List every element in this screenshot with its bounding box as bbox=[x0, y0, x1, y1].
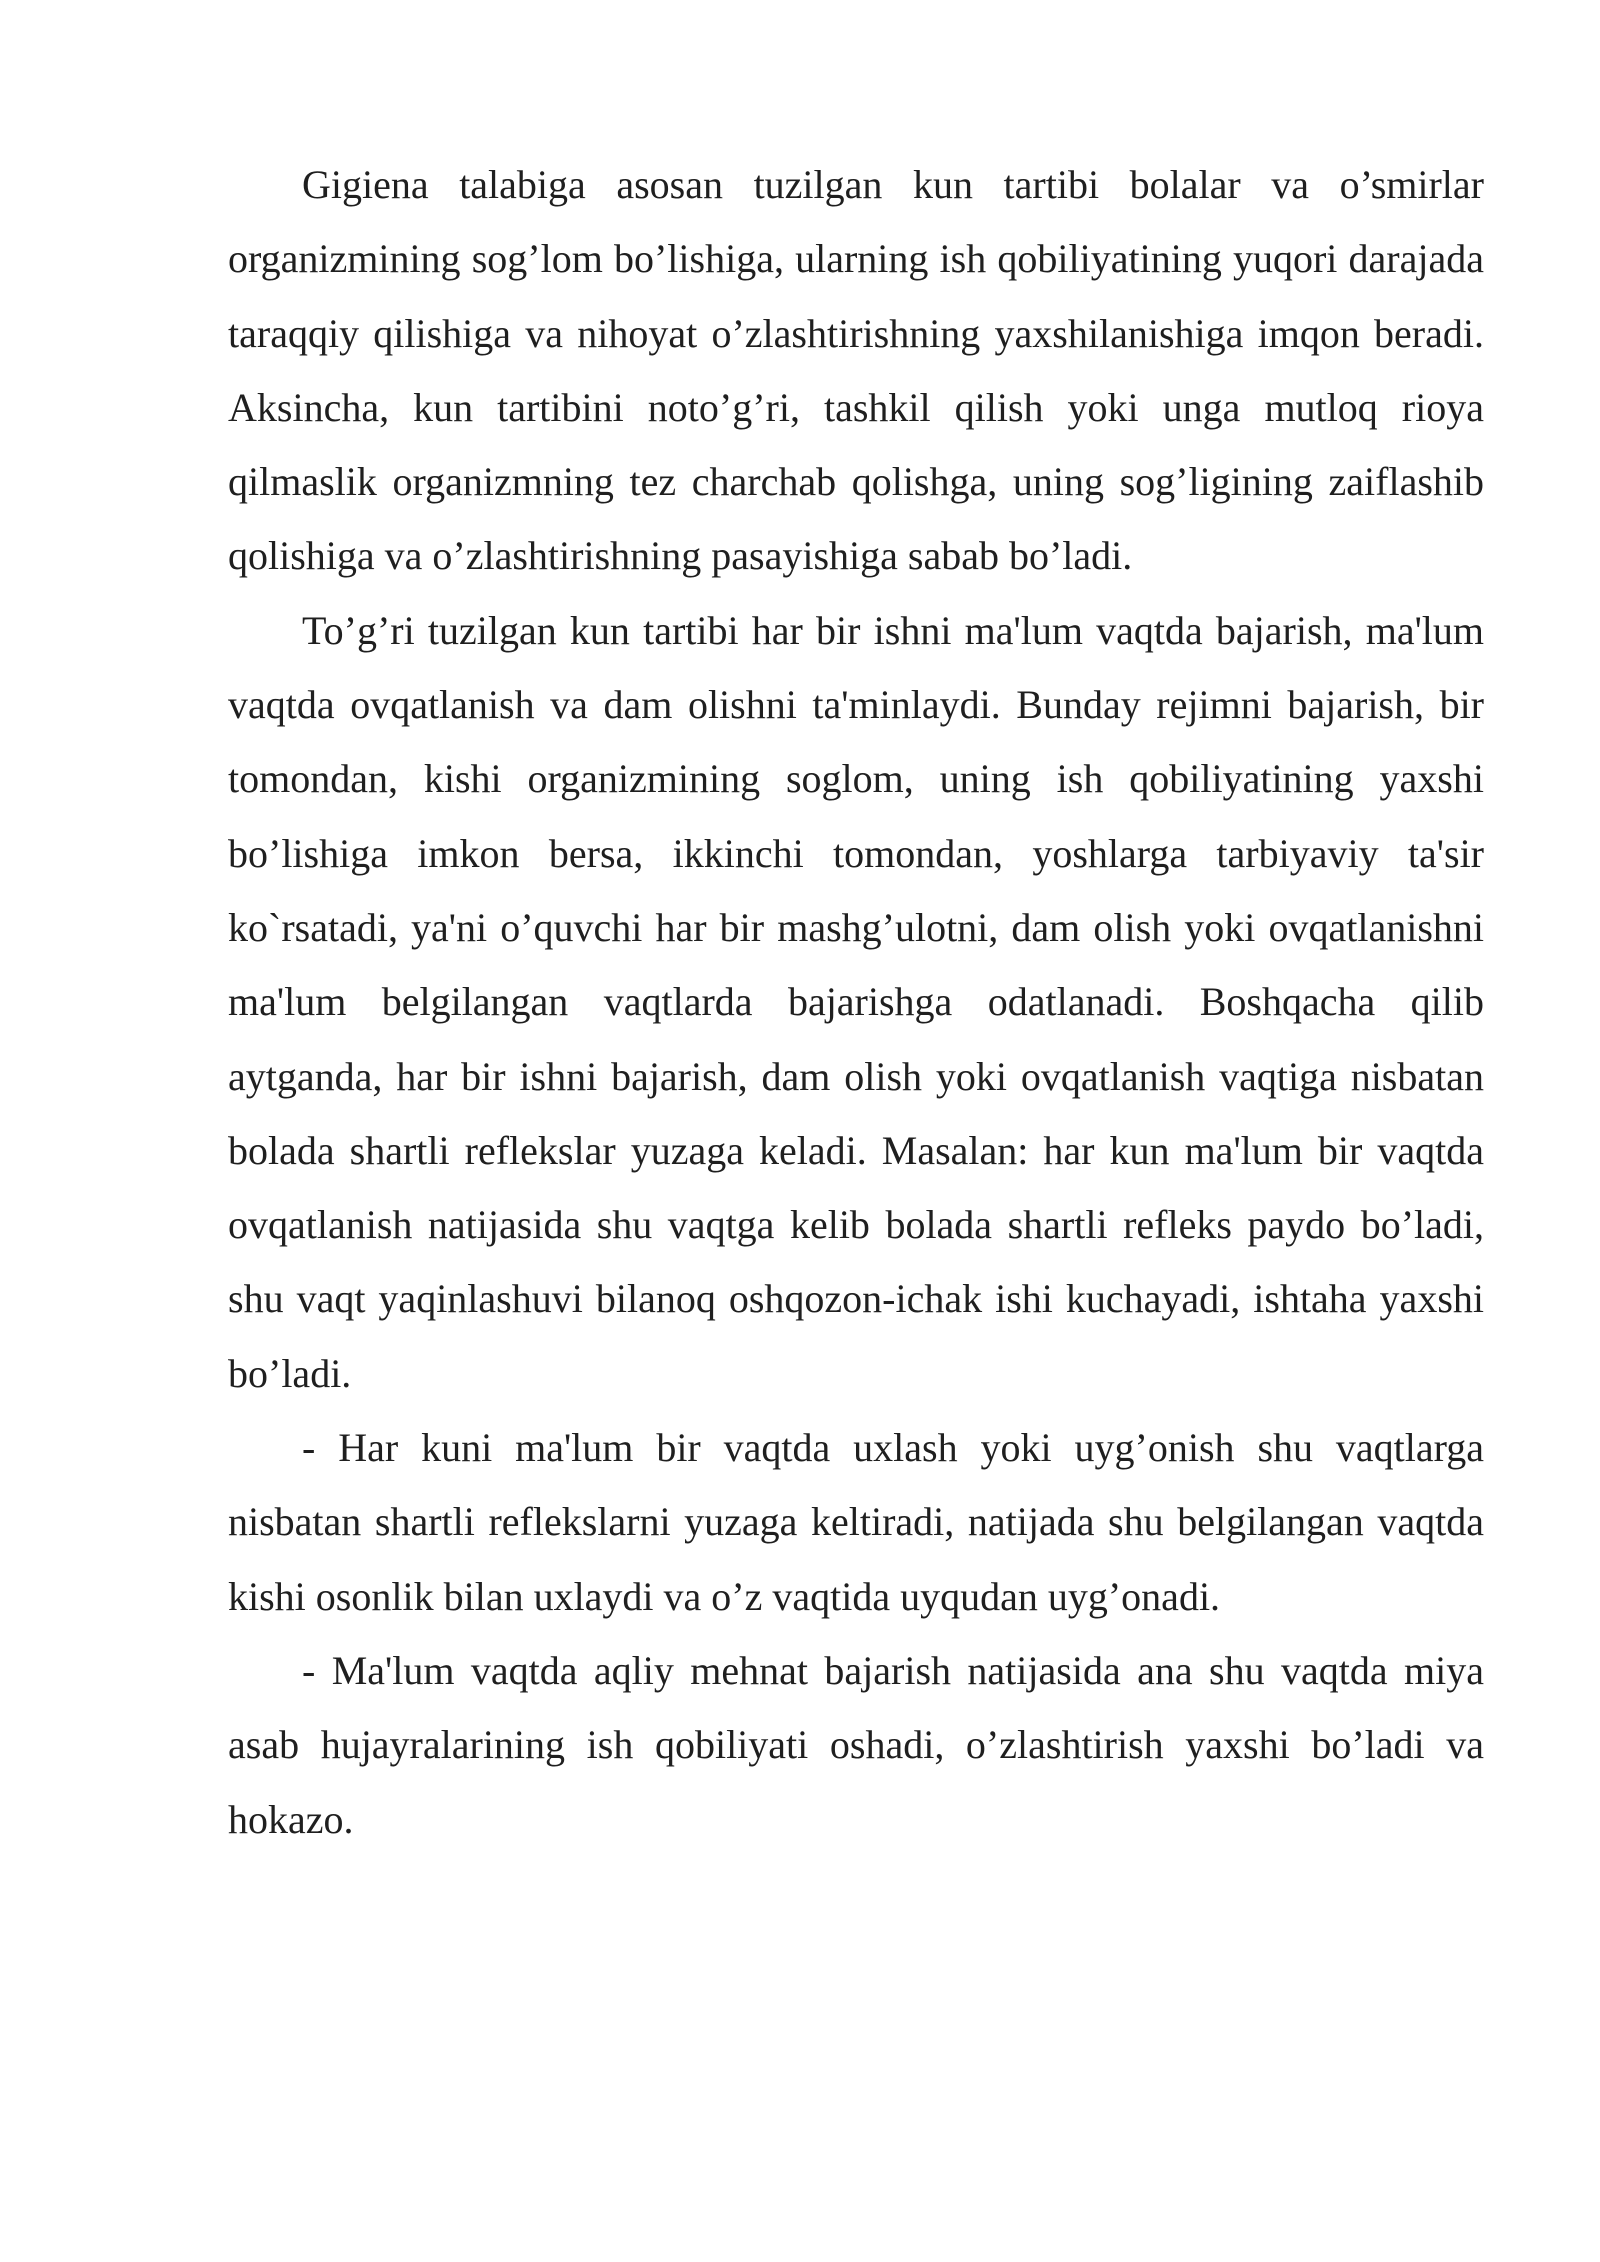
paragraph-mental-work: - Ma'lum vaqtda aqliy mehnat bajarish natijasida ana shu vaqtda miya asab hujayralarining ish qobiliyati oshadi, o’zlashtirish yaxshi bo’ladi va hokazo. bbox=[228, 1647, 1484, 1842]
document-page bbox=[228, 148, 1484, 1857]
paragraph-proper-routine: To’g’ri tuzilgan kun tartibi har bir ishni ma'lum vaqtda bajarish, ma'lum vaqtda ovqatlanish va dam olishni ta'minlaydi. Bunday rejimni bajarish, bir tomondan, kishi organizmining soglom, uning ish qobiliyatining yaxshi bo’lishiga imkon bersa, ikkinchi tomondan, yoshlarga tarbiyaviy ta'sir ko`rsatadi, ya'ni o’quvchi har bir mashg’ulotni, dam olish yoki ovqatlanishni ma'lum belgilangan vaqtlarda bajarishga odatlanadi. Boshqacha qilib aytganda, har bir ishni bajarish, dam olish yoki ovqatlanish vaqtiga nisbatan bolada shartli reflekslar yuzaga keladi. Masalan: har kun ma'lum bir vaqtda ovqatlanish natijasida shu vaqtga kelib bolada shartli refleks paydo bo’ladi, shu vaqt yaqinlashuvi bilanoq oshqozon-ichak ishi kuchayadi, ishtaha yaxshi bo’ladi. bbox=[228, 607, 1484, 1396]
paragraph-daily-routine-hygiene: Gigiena talabiga asosan tuzilgan kun tartibi bolalar va o’smirlar organizmining sog’lom bo’lishiga, ularning ish qobiliyatining yuqori darajada taraqqiy qilishiga va nihoyat o’zlashtirishning yaxshilanishiga imqon beradi. Aksincha, kun tartibini noto’g’ri, tashkil qilish yoki unga mutloq rioya qilmaslik organizmning tez charchab qolishga, uning sog’ligining zaiflashib qolishiga va o’zlashtirishning pasayishiga sabab bo’ladi. bbox=[228, 162, 1484, 579]
paragraph-sleep-reflexes: - Har kuni ma'lum bir vaqtda uxlash yoki uyg’onish shu vaqtlarga nisbatan shartli reflekslarni yuzaga keltiradi, natijada shu belgilangan vaqtda kishi osonlik bilan uxlaydi va o’z vaqtida uyqudan uyg’onadi. bbox=[228, 1425, 1484, 1619]
